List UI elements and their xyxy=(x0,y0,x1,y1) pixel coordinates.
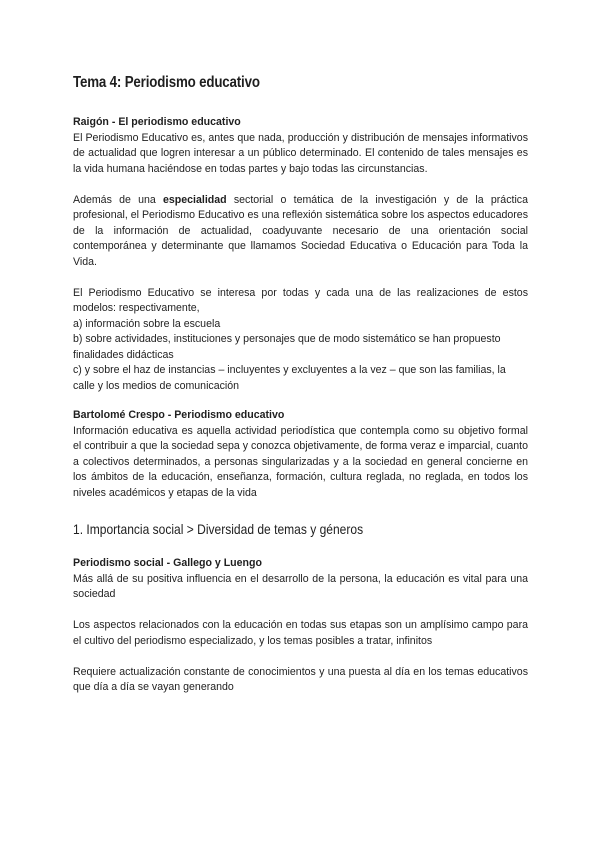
list-item: c) y sobre el haz de instancias – incluyentes y excluyentes a la vez – que son las familias, la calle y los medios de comunicación xyxy=(73,364,506,392)
paragraph: Requiere actualización constante de conocimientos y una puesta al día en los temas educativos que día a día se vayan generando xyxy=(73,665,528,693)
text-run: sectorial o temática de la investigación y de la práctica profesional, el Periodismo Educativo es una reflexión sistemática sobre los aspectos educadores de la información de actualidad, coadyuvante necesario de una orientación social contemporánea y determinante que llamamos Sociedad Educativa o Educación para Toda la Vida. xyxy=(73,193,528,268)
paragraph: Información educativa es aquella actividad periodística que contempla como su objetivo formal el contribuir a que la sociedad sepa y conozca objetivamente, de forma veraz e imparcial, cuanto a colectivos determinados, a personas singularizadas y a la sociedad en general concierne en los ámbitos de la educación, enseñanza, formación, cultura reglada, no reglada, en todos los niveles académicos y etapas de la vida xyxy=(73,424,528,499)
section-subtitle: 1. Importancia social > Diversidad de temas y géneros xyxy=(73,521,364,537)
bold-term: especialidad xyxy=(163,193,227,206)
page-title: Tema 4: Periodismo educativo xyxy=(73,74,260,91)
section-heading-raigon: Raigón - El periodismo educativo xyxy=(73,116,241,128)
paragraph: Los aspectos relacionados con la educación en todas sus etapas son un amplísimo campo para el cultivo del periodismo especializado, y los temas posibles a tratar, infinitos xyxy=(73,619,528,647)
list-item: b) sobre actividades, instituciones y personajes que de modo sistemático se han propuesto finalidades didácticas xyxy=(73,333,501,361)
list-item: a) información sobre la escuela xyxy=(73,317,221,330)
text-run: Además de una xyxy=(73,193,164,206)
section-heading-crespo: Bartolomé Crespo - Periodismo educativo xyxy=(73,409,285,421)
paragraph: El Periodismo Educativo es, antes que nada, producción y distribución de mensajes informativos de actualidad que logren interesar a un público determinado. El contenido de tales mensajes es la vida humana haciéndose en todas partes y bajo todas las circunstancias. xyxy=(73,131,528,175)
paragraph-especialidad xyxy=(73,193,528,271)
paragraph: El Periodismo Educativo se interesa por todas y cada una de las realizaciones de estos modelos: respectivamente, xyxy=(73,286,528,314)
section-heading-gallego-luengo: Periodismo social - Gallego y Luengo xyxy=(73,557,262,569)
document-page xyxy=(73,72,528,696)
paragraph: Más allá de su positiva influencia en el desarrollo de la persona, la educación es vital para una sociedad xyxy=(73,572,528,600)
